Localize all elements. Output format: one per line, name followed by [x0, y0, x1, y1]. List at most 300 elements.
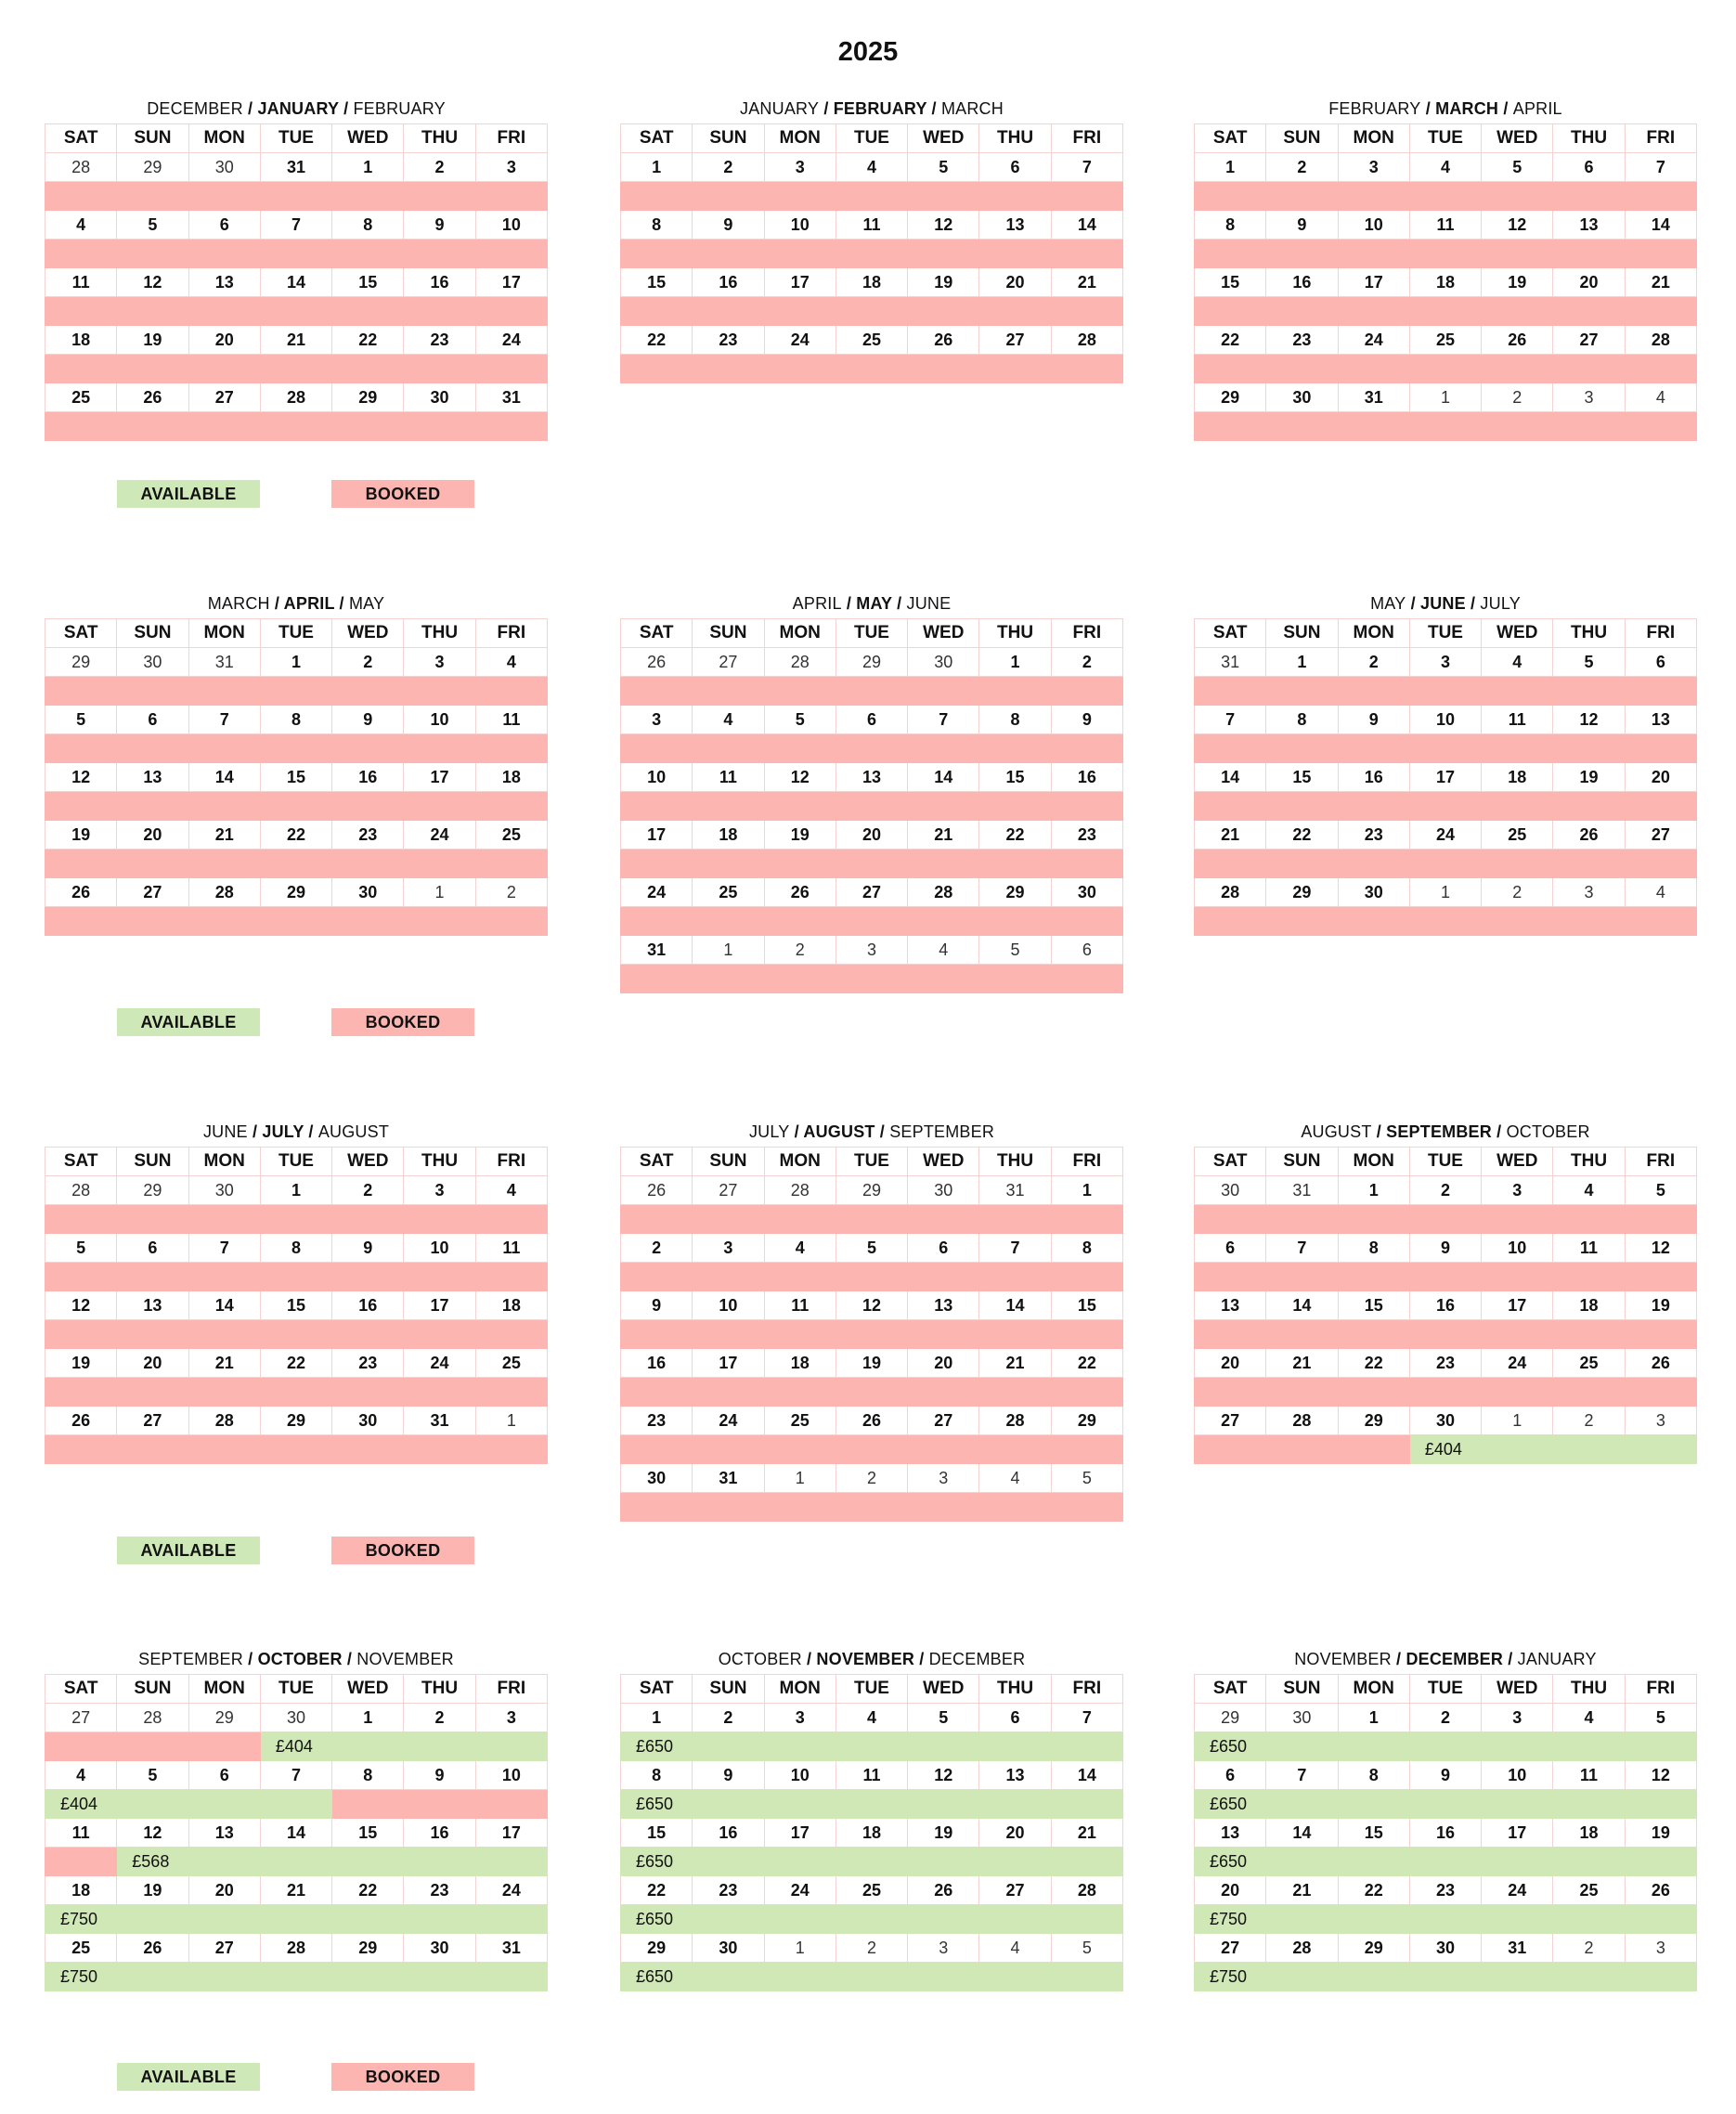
day-cell[interactable]: 22 [1338, 1876, 1409, 1905]
booked-slot[interactable] [332, 1790, 548, 1819]
booked-slot[interactable] [1195, 412, 1697, 441]
day-cell[interactable]: 6 [188, 1761, 260, 1790]
day-cell[interactable]: 5 [1051, 1934, 1122, 1963]
day-cell[interactable]: 5 [1482, 153, 1553, 182]
booked-slot[interactable] [1195, 182, 1697, 211]
day-cell[interactable]: 28 [260, 383, 331, 412]
day-cell[interactable]: 8 [621, 1761, 693, 1790]
day-cell[interactable]: 22 [260, 821, 331, 849]
day-cell[interactable]: 31 [475, 1934, 547, 1963]
day-cell[interactable]: 21 [260, 1876, 331, 1905]
day-cell[interactable]: 30 [188, 153, 260, 182]
day-cell[interactable]: 15 [332, 1819, 404, 1848]
day-cell[interactable]: 22 [1266, 821, 1338, 849]
day-cell[interactable]: 5 [1625, 1704, 1696, 1732]
available-slot[interactable]: £750 [45, 1905, 548, 1934]
day-cell[interactable]: 3 [1553, 878, 1625, 907]
day-cell[interactable]: 14 [188, 763, 260, 792]
day-cell[interactable]: 20 [979, 1819, 1051, 1848]
day-cell[interactable]: 24 [404, 821, 475, 849]
day-cell[interactable]: 29 [979, 878, 1051, 907]
day-cell[interactable]: 9 [1409, 1761, 1481, 1790]
day-cell[interactable]: 21 [908, 821, 979, 849]
day-cell[interactable]: 19 [908, 1819, 979, 1848]
day-cell[interactable]: 8 [979, 706, 1051, 734]
booked-slot[interactable] [45, 1848, 117, 1876]
day-cell[interactable]: 12 [908, 211, 979, 240]
day-cell[interactable]: 10 [1482, 1234, 1553, 1263]
day-cell[interactable]: 27 [1195, 1407, 1266, 1435]
day-cell[interactable]: 8 [1338, 1234, 1409, 1263]
day-cell[interactable]: 3 [475, 153, 547, 182]
day-cell[interactable]: 3 [1409, 648, 1481, 677]
booked-slot[interactable] [621, 1205, 1123, 1234]
day-cell[interactable]: 1 [1051, 1176, 1122, 1205]
day-cell[interactable]: 1 [260, 648, 331, 677]
booked-slot[interactable] [45, 907, 548, 936]
day-cell[interactable]: 20 [979, 268, 1051, 297]
day-cell[interactable]: 2 [404, 153, 475, 182]
day-cell[interactable]: 26 [1625, 1349, 1696, 1378]
day-cell[interactable]: 29 [188, 1704, 260, 1732]
day-cell[interactable]: 31 [404, 1407, 475, 1435]
day-cell[interactable]: 30 [908, 1176, 979, 1205]
day-cell[interactable]: 30 [1409, 1934, 1481, 1963]
day-cell[interactable]: 3 [1482, 1704, 1553, 1732]
day-cell[interactable]: 18 [1482, 763, 1553, 792]
day-cell[interactable]: 10 [404, 706, 475, 734]
day-cell[interactable]: 13 [1195, 1291, 1266, 1320]
day-cell[interactable]: 9 [693, 211, 764, 240]
day-cell[interactable]: 9 [404, 211, 475, 240]
day-cell[interactable]: 1 [979, 648, 1051, 677]
day-cell[interactable]: 27 [979, 326, 1051, 355]
day-cell[interactable]: 28 [1625, 326, 1696, 355]
available-slot[interactable]: £404 [1409, 1435, 1696, 1464]
day-cell[interactable]: 1 [1338, 1704, 1409, 1732]
day-cell[interactable]: 31 [475, 383, 547, 412]
day-cell[interactable]: 27 [117, 878, 188, 907]
booked-slot[interactable] [1195, 1205, 1697, 1234]
day-cell[interactable]: 30 [404, 383, 475, 412]
day-cell[interactable]: 31 [979, 1176, 1051, 1205]
day-cell[interactable]: 4 [1625, 383, 1696, 412]
day-cell[interactable]: 19 [1553, 763, 1625, 792]
day-cell[interactable]: 22 [260, 1349, 331, 1378]
day-cell[interactable]: 2 [1409, 1176, 1481, 1205]
day-cell[interactable]: 4 [979, 1464, 1051, 1493]
day-cell[interactable]: 18 [1409, 268, 1481, 297]
booked-slot[interactable] [1195, 849, 1697, 878]
day-cell[interactable]: 3 [693, 1234, 764, 1263]
day-cell[interactable]: 11 [45, 1819, 117, 1848]
day-cell[interactable]: 21 [1266, 1349, 1338, 1378]
day-cell[interactable]: 24 [404, 1349, 475, 1378]
day-cell[interactable]: 7 [1051, 153, 1122, 182]
day-cell[interactable]: 26 [1625, 1876, 1696, 1905]
day-cell[interactable]: 8 [1195, 211, 1266, 240]
day-cell[interactable]: 20 [1553, 268, 1625, 297]
day-cell[interactable]: 26 [621, 648, 693, 677]
day-cell[interactable]: 31 [1266, 1176, 1338, 1205]
day-cell[interactable]: 20 [908, 1349, 979, 1378]
day-cell[interactable]: 21 [1051, 1819, 1122, 1848]
day-cell[interactable]: 29 [260, 878, 331, 907]
day-cell[interactable]: 3 [621, 706, 693, 734]
day-cell[interactable]: 28 [1051, 326, 1122, 355]
booked-slot[interactable] [621, 355, 1123, 383]
day-cell[interactable]: 26 [908, 1876, 979, 1905]
day-cell[interactable]: 14 [1625, 211, 1696, 240]
day-cell[interactable]: 19 [1625, 1819, 1696, 1848]
day-cell[interactable]: 5 [764, 706, 836, 734]
booked-slot[interactable] [45, 355, 548, 383]
day-cell[interactable]: 29 [1338, 1934, 1409, 1963]
day-cell[interactable]: 29 [1195, 1704, 1266, 1732]
day-cell[interactable]: 14 [1051, 211, 1122, 240]
available-slot[interactable]: £650 [621, 1732, 1123, 1761]
day-cell[interactable]: 1 [621, 153, 693, 182]
day-cell[interactable]: 4 [836, 1704, 907, 1732]
day-cell[interactable]: 3 [908, 1464, 979, 1493]
day-cell[interactable]: 9 [1338, 706, 1409, 734]
day-cell[interactable]: 18 [45, 1876, 117, 1905]
day-cell[interactable]: 5 [836, 1234, 907, 1263]
day-cell[interactable]: 24 [475, 326, 547, 355]
day-cell[interactable]: 7 [1051, 1704, 1122, 1732]
day-cell[interactable]: 16 [332, 1291, 404, 1320]
day-cell[interactable]: 29 [836, 1176, 907, 1205]
day-cell[interactable]: 26 [45, 1407, 117, 1435]
booked-slot[interactable] [45, 297, 548, 326]
day-cell[interactable]: 30 [1051, 878, 1122, 907]
day-cell[interactable]: 30 [332, 1407, 404, 1435]
day-cell[interactable]: 12 [117, 268, 188, 297]
day-cell[interactable]: 30 [1266, 1704, 1338, 1732]
day-cell[interactable]: 29 [117, 153, 188, 182]
day-cell[interactable]: 15 [1195, 268, 1266, 297]
day-cell[interactable]: 10 [1482, 1761, 1553, 1790]
day-cell[interactable]: 21 [188, 1349, 260, 1378]
day-cell[interactable]: 20 [1195, 1876, 1266, 1905]
booked-slot[interactable] [621, 849, 1123, 878]
day-cell[interactable]: 5 [908, 1704, 979, 1732]
day-cell[interactable]: 14 [188, 1291, 260, 1320]
day-cell[interactable]: 27 [908, 1407, 979, 1435]
day-cell[interactable]: 14 [1266, 1819, 1338, 1848]
day-cell[interactable]: 5 [45, 706, 117, 734]
day-cell[interactable]: 21 [979, 1349, 1051, 1378]
booked-slot[interactable] [45, 1320, 548, 1349]
day-cell[interactable]: 17 [764, 1819, 836, 1848]
day-cell[interactable]: 25 [836, 1876, 907, 1905]
day-cell[interactable]: 15 [1338, 1819, 1409, 1848]
day-cell[interactable]: 27 [117, 1407, 188, 1435]
day-cell[interactable]: 12 [117, 1819, 188, 1848]
day-cell[interactable]: 24 [693, 1407, 764, 1435]
day-cell[interactable]: 30 [1409, 1407, 1481, 1435]
day-cell[interactable]: 30 [908, 648, 979, 677]
available-slot[interactable]: £650 [1195, 1790, 1697, 1819]
booked-slot[interactable] [1195, 1378, 1697, 1407]
day-cell[interactable]: 11 [693, 763, 764, 792]
day-cell[interactable]: 28 [908, 878, 979, 907]
day-cell[interactable]: 31 [1195, 648, 1266, 677]
day-cell[interactable]: 6 [1195, 1234, 1266, 1263]
day-cell[interactable]: 18 [45, 326, 117, 355]
day-cell[interactable]: 6 [188, 211, 260, 240]
day-cell[interactable]: 27 [693, 648, 764, 677]
day-cell[interactable]: 29 [332, 383, 404, 412]
day-cell[interactable]: 18 [764, 1349, 836, 1378]
day-cell[interactable]: 6 [979, 1704, 1051, 1732]
day-cell[interactable]: 5 [117, 211, 188, 240]
day-cell[interactable]: 23 [404, 326, 475, 355]
day-cell[interactable]: 4 [908, 936, 979, 965]
day-cell[interactable]: 11 [1553, 1234, 1625, 1263]
day-cell[interactable]: 10 [475, 1761, 547, 1790]
booked-slot[interactable] [1195, 1435, 1410, 1464]
day-cell[interactable]: 18 [1553, 1819, 1625, 1848]
day-cell[interactable]: 28 [188, 878, 260, 907]
day-cell[interactable]: 20 [117, 821, 188, 849]
day-cell[interactable]: 1 [693, 936, 764, 965]
booked-slot[interactable] [621, 677, 1123, 706]
booked-slot[interactable] [1195, 297, 1697, 326]
day-cell[interactable]: 7 [188, 1234, 260, 1263]
day-cell[interactable]: 1 [621, 1704, 693, 1732]
day-cell[interactable]: 5 [117, 1761, 188, 1790]
day-cell[interactable]: 23 [332, 821, 404, 849]
day-cell[interactable]: 2 [693, 1704, 764, 1732]
day-cell[interactable]: 23 [621, 1407, 693, 1435]
day-cell[interactable]: 4 [979, 1934, 1051, 1963]
day-cell[interactable]: 19 [117, 1876, 188, 1905]
day-cell[interactable]: 15 [979, 763, 1051, 792]
day-cell[interactable]: 29 [1051, 1407, 1122, 1435]
day-cell[interactable]: 7 [260, 1761, 331, 1790]
day-cell[interactable]: 31 [621, 936, 693, 965]
booked-slot[interactable] [621, 1320, 1123, 1349]
day-cell[interactable]: 1 [764, 1934, 836, 1963]
day-cell[interactable]: 7 [260, 211, 331, 240]
day-cell[interactable]: 21 [260, 326, 331, 355]
booked-slot[interactable] [1195, 1263, 1697, 1291]
day-cell[interactable]: 3 [836, 936, 907, 965]
booked-slot[interactable] [621, 965, 1123, 993]
day-cell[interactable]: 28 [117, 1704, 188, 1732]
day-cell[interactable]: 12 [836, 1291, 907, 1320]
booked-slot[interactable] [45, 1378, 548, 1407]
day-cell[interactable]: 13 [188, 268, 260, 297]
day-cell[interactable]: 9 [332, 706, 404, 734]
day-cell[interactable]: 1 [404, 878, 475, 907]
day-cell[interactable]: 14 [979, 1291, 1051, 1320]
available-slot[interactable]: £650 [621, 1963, 1123, 1991]
day-cell[interactable]: 27 [1195, 1934, 1266, 1963]
available-slot[interactable]: £750 [1195, 1963, 1697, 1991]
day-cell[interactable]: 15 [260, 763, 331, 792]
booked-slot[interactable] [1195, 907, 1697, 936]
day-cell[interactable]: 2 [836, 1934, 907, 1963]
day-cell[interactable]: 23 [1338, 821, 1409, 849]
day-cell[interactable]: 18 [693, 821, 764, 849]
day-cell[interactable]: 13 [1625, 706, 1696, 734]
day-cell[interactable]: 7 [1625, 153, 1696, 182]
day-cell[interactable]: 2 [836, 1464, 907, 1493]
day-cell[interactable]: 9 [332, 1234, 404, 1263]
day-cell[interactable]: 11 [836, 1761, 907, 1790]
day-cell[interactable]: 16 [1266, 268, 1338, 297]
day-cell[interactable]: 6 [117, 1234, 188, 1263]
day-cell[interactable]: 5 [1625, 1176, 1696, 1205]
day-cell[interactable]: 17 [475, 1819, 547, 1848]
day-cell[interactable]: 14 [260, 268, 331, 297]
available-slot[interactable]: £650 [1195, 1848, 1697, 1876]
day-cell[interactable]: 1 [332, 153, 404, 182]
day-cell[interactable]: 31 [260, 153, 331, 182]
day-cell[interactable]: 22 [332, 1876, 404, 1905]
day-cell[interactable]: 30 [260, 1704, 331, 1732]
day-cell[interactable]: 18 [836, 1819, 907, 1848]
booked-slot[interactable] [621, 907, 1123, 936]
day-cell[interactable]: 26 [621, 1176, 693, 1205]
day-cell[interactable]: 3 [1625, 1407, 1696, 1435]
day-cell[interactable]: 28 [1195, 878, 1266, 907]
day-cell[interactable]: 29 [836, 648, 907, 677]
day-cell[interactable]: 16 [693, 1819, 764, 1848]
day-cell[interactable]: 9 [404, 1761, 475, 1790]
day-cell[interactable]: 22 [1195, 326, 1266, 355]
day-cell[interactable]: 10 [1338, 211, 1409, 240]
day-cell[interactable]: 24 [764, 1876, 836, 1905]
day-cell[interactable]: 25 [836, 326, 907, 355]
day-cell[interactable]: 30 [1195, 1176, 1266, 1205]
day-cell[interactable]: 20 [188, 326, 260, 355]
day-cell[interactable]: 24 [1409, 821, 1481, 849]
day-cell[interactable]: 30 [332, 878, 404, 907]
day-cell[interactable]: 27 [836, 878, 907, 907]
day-cell[interactable]: 14 [1266, 1291, 1338, 1320]
day-cell[interactable]: 28 [260, 1934, 331, 1963]
booked-slot[interactable] [621, 1493, 1123, 1522]
day-cell[interactable]: 16 [404, 268, 475, 297]
day-cell[interactable]: 29 [117, 1176, 188, 1205]
booked-slot[interactable] [1195, 792, 1697, 821]
booked-slot[interactable] [621, 182, 1123, 211]
day-cell[interactable]: 6 [836, 706, 907, 734]
day-cell[interactable]: 6 [1625, 648, 1696, 677]
day-cell[interactable]: 4 [1409, 153, 1481, 182]
day-cell[interactable]: 1 [475, 1407, 547, 1435]
available-slot[interactable]: £404 [260, 1732, 547, 1761]
day-cell[interactable]: 4 [45, 1761, 117, 1790]
day-cell[interactable]: 27 [1553, 326, 1625, 355]
booked-slot[interactable] [1195, 734, 1697, 763]
day-cell[interactable]: 20 [117, 1349, 188, 1378]
day-cell[interactable]: 26 [764, 878, 836, 907]
day-cell[interactable]: 21 [188, 821, 260, 849]
day-cell[interactable]: 13 [908, 1291, 979, 1320]
day-cell[interactable]: 23 [1409, 1349, 1481, 1378]
day-cell[interactable]: 19 [1482, 268, 1553, 297]
day-cell[interactable]: 7 [908, 706, 979, 734]
booked-slot[interactable] [1195, 355, 1697, 383]
day-cell[interactable]: 2 [1338, 648, 1409, 677]
day-cell[interactable]: 29 [1195, 383, 1266, 412]
day-cell[interactable]: 5 [1051, 1464, 1122, 1493]
day-cell[interactable]: 27 [979, 1876, 1051, 1905]
day-cell[interactable]: 26 [1482, 326, 1553, 355]
day-cell[interactable]: 1 [1338, 1176, 1409, 1205]
day-cell[interactable]: 6 [1195, 1761, 1266, 1790]
day-cell[interactable]: 21 [1051, 268, 1122, 297]
day-cell[interactable]: 1 [332, 1704, 404, 1732]
booked-slot[interactable] [45, 677, 548, 706]
day-cell[interactable]: 10 [764, 211, 836, 240]
day-cell[interactable]: 10 [1409, 706, 1481, 734]
booked-slot[interactable] [45, 1435, 548, 1464]
day-cell[interactable]: 3 [404, 1176, 475, 1205]
day-cell[interactable]: 8 [260, 1234, 331, 1263]
day-cell[interactable]: 2 [621, 1234, 693, 1263]
day-cell[interactable]: 17 [404, 763, 475, 792]
day-cell[interactable]: 4 [693, 706, 764, 734]
day-cell[interactable]: 7 [1266, 1234, 1338, 1263]
day-cell[interactable]: 13 [1195, 1819, 1266, 1848]
booked-slot[interactable] [45, 849, 548, 878]
day-cell[interactable]: 12 [45, 763, 117, 792]
day-cell[interactable]: 26 [1553, 821, 1625, 849]
day-cell[interactable]: 12 [764, 763, 836, 792]
day-cell[interactable]: 13 [117, 1291, 188, 1320]
available-slot[interactable]: £568 [117, 1848, 548, 1876]
day-cell[interactable]: 11 [836, 211, 907, 240]
day-cell[interactable]: 25 [45, 1934, 117, 1963]
day-cell[interactable]: 3 [764, 1704, 836, 1732]
day-cell[interactable]: 6 [1051, 936, 1122, 965]
day-cell[interactable]: 17 [475, 268, 547, 297]
day-cell[interactable]: 16 [1409, 1819, 1481, 1848]
booked-slot[interactable] [621, 1378, 1123, 1407]
day-cell[interactable]: 19 [1625, 1291, 1696, 1320]
booked-slot[interactable] [45, 412, 548, 441]
day-cell[interactable]: 12 [1625, 1761, 1696, 1790]
day-cell[interactable]: 8 [332, 1761, 404, 1790]
day-cell[interactable]: 2 [1553, 1407, 1625, 1435]
day-cell[interactable]: 21 [1266, 1876, 1338, 1905]
day-cell[interactable]: 19 [836, 1349, 907, 1378]
day-cell[interactable]: 22 [979, 821, 1051, 849]
day-cell[interactable]: 2 [1553, 1934, 1625, 1963]
day-cell[interactable]: 23 [693, 326, 764, 355]
booked-slot[interactable] [621, 297, 1123, 326]
day-cell[interactable]: 4 [475, 648, 547, 677]
day-cell[interactable]: 3 [1625, 1934, 1696, 1963]
day-cell[interactable]: 9 [621, 1291, 693, 1320]
booked-slot[interactable] [621, 1263, 1123, 1291]
day-cell[interactable]: 19 [45, 821, 117, 849]
day-cell[interactable]: 23 [1266, 326, 1338, 355]
day-cell[interactable]: 15 [1338, 1291, 1409, 1320]
booked-slot[interactable] [45, 1732, 261, 1761]
day-cell[interactable]: 30 [404, 1934, 475, 1963]
day-cell[interactable]: 2 [693, 153, 764, 182]
booked-slot[interactable] [621, 240, 1123, 268]
booked-slot[interactable] [45, 734, 548, 763]
day-cell[interactable]: 11 [45, 268, 117, 297]
day-cell[interactable]: 28 [764, 1176, 836, 1205]
